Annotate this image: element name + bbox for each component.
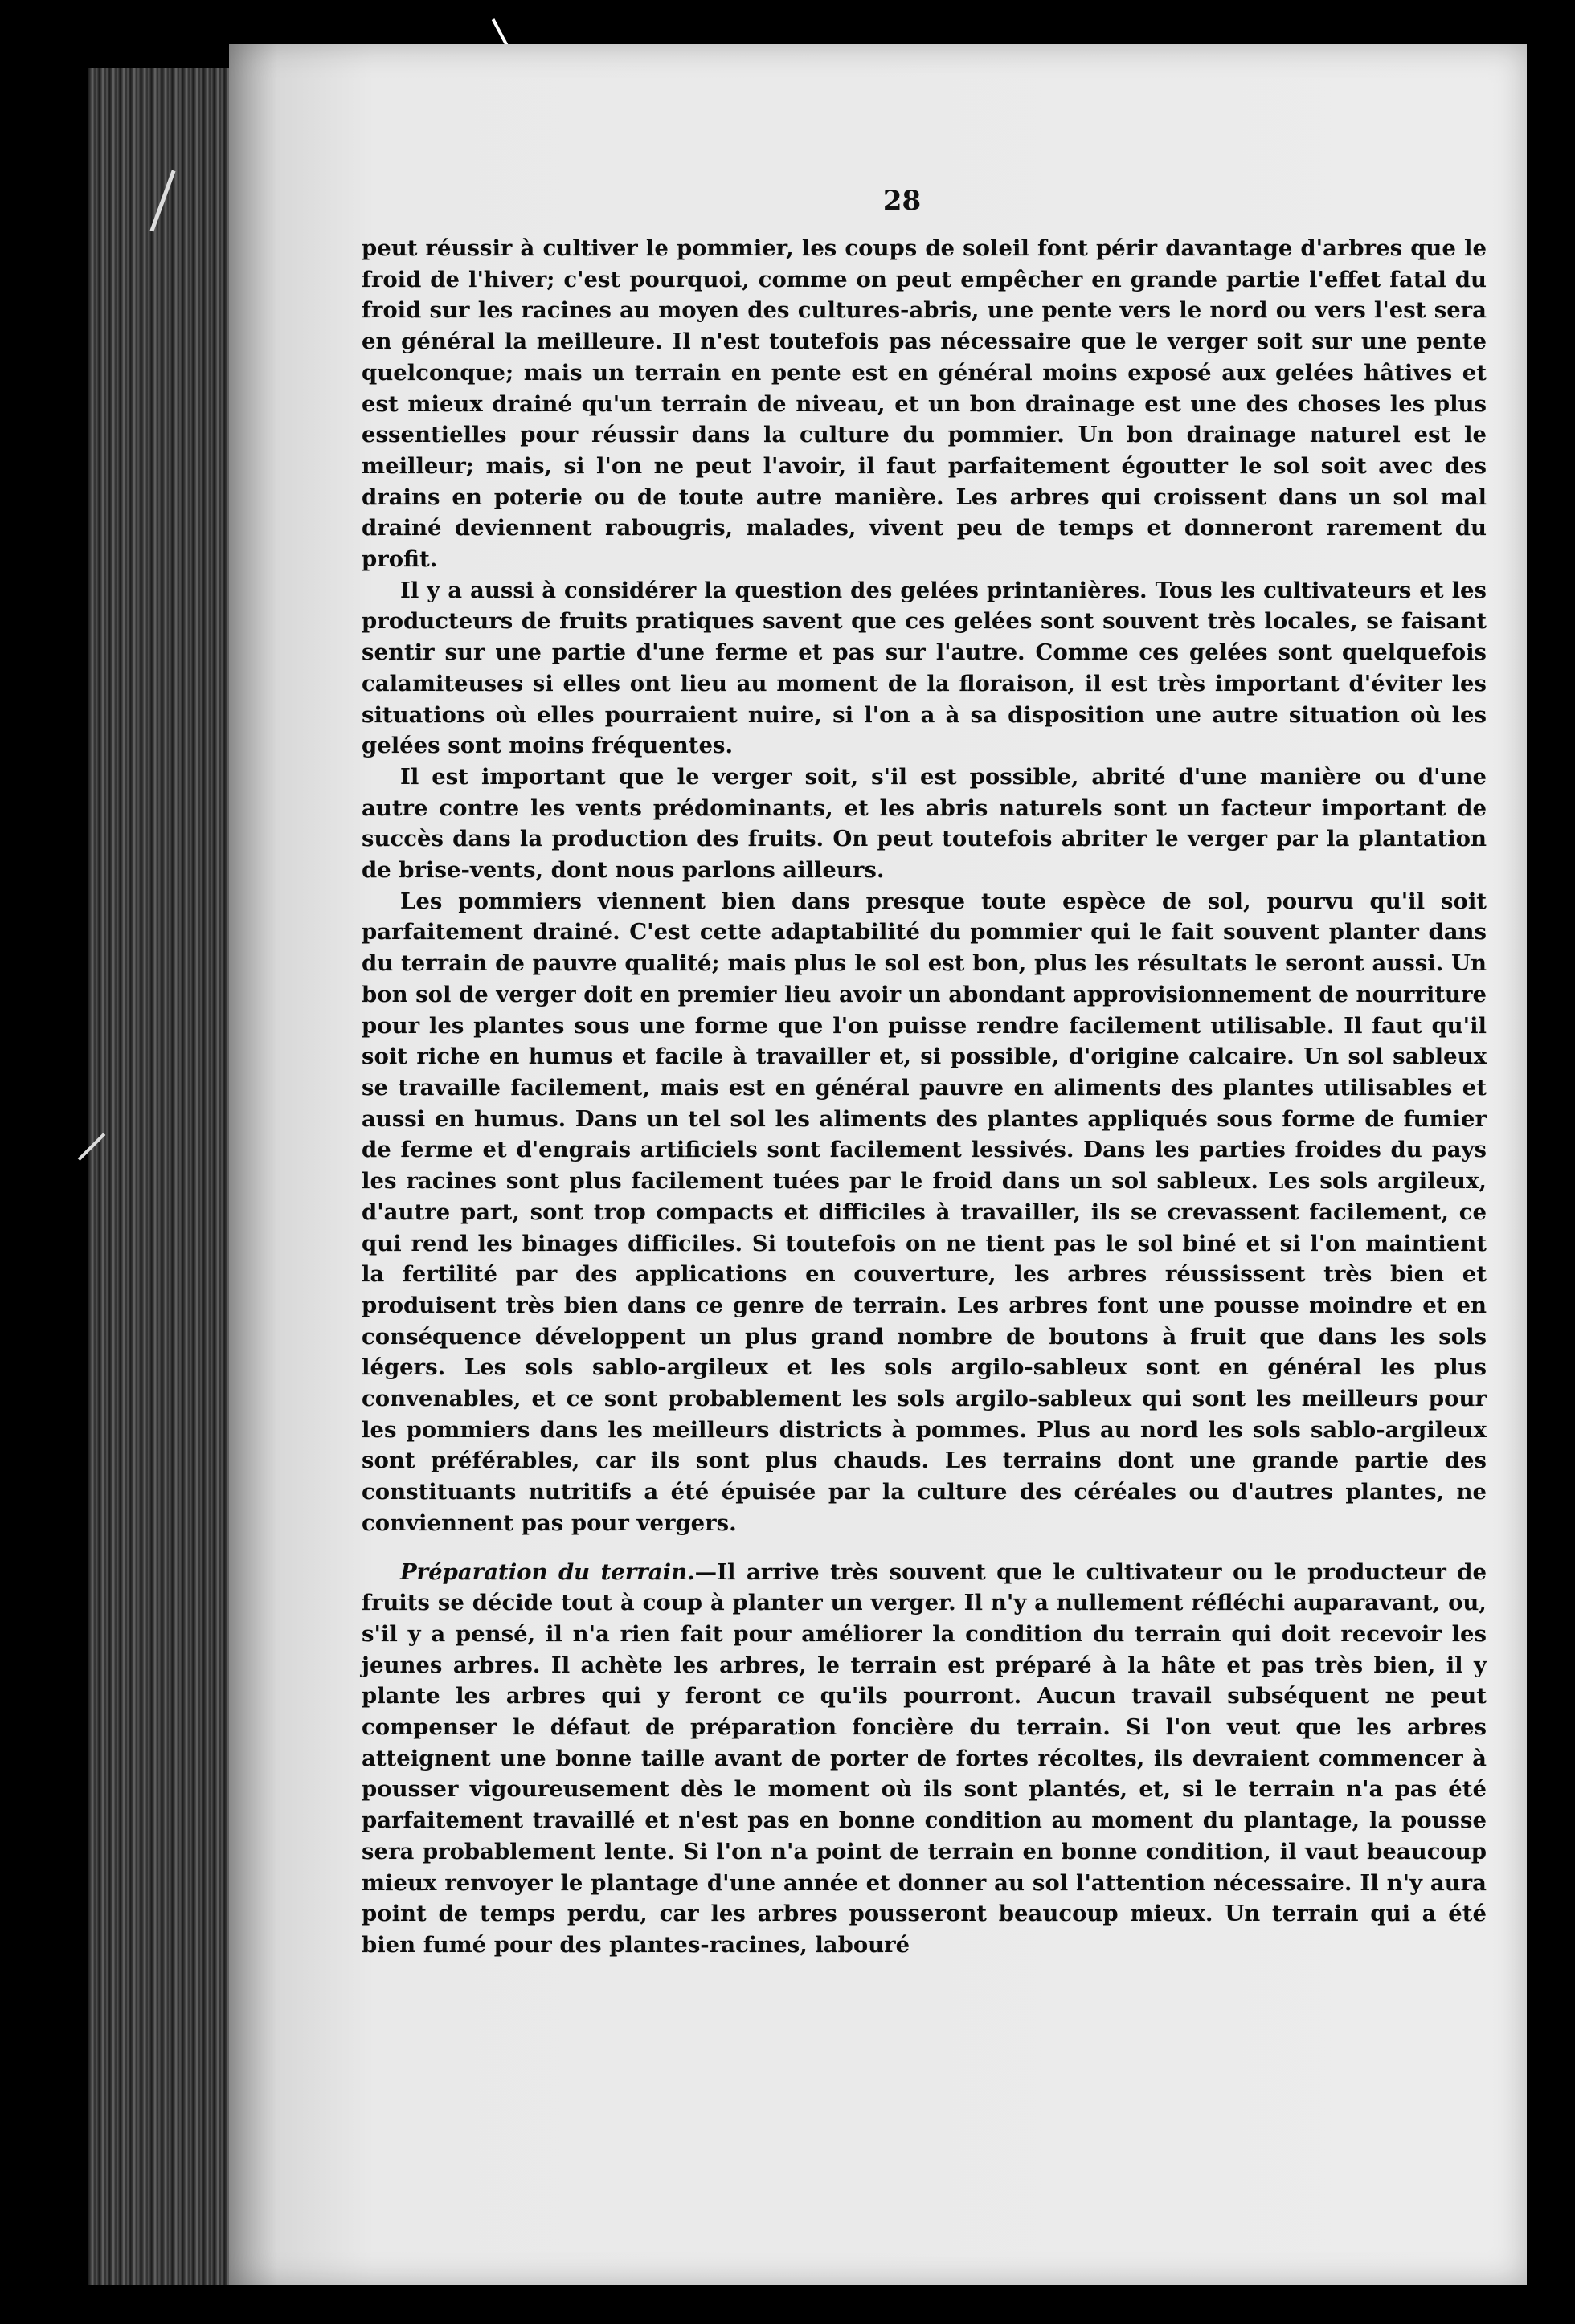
book-page xyxy=(229,44,1527,2285)
section-text: —Il arrive très souvent que le cultivateur ou le producteur de fruits se décide tout à coup à planter un verger. Il n'y a nullement réfléchi auparavant, ou, s'il y a pensé, il n'a rien fait pour améliorer la condition du terrain qui doit recevoir les jeunes arbres. Il achète les arbres, le terrain est préparé à la hâte et pas très bien, il y plante les arbres qui y feront ce qu'ils pourront. Aucun travail subséquent ne peut compenser le défaut de préparation foncière du terrain. Si l'on veut que les arbres atteignent une bonne taille avant de porter de fortes récoltes, ils devraient commencer à pousser vigoureusement dès le moment où ils sont plantés, et, si le terrain n'a pas été parfaitement travaillé et n'est pas en bonne condition au moment du plantage, la pousse sera probablement lente. Si l'on n'a point de terrain en bonne condition, il vaut beaucoup mieux renvoyer le plantage d'une année et donner au sol l'attention nécessaire. Il n'y aura point de temps perdu, car les arbres pousseront beaucoup mieux. Un terrain qui a été bien fumé pour des plantes-racines, labouré xyxy=(362,1558,1487,1958)
paragraph: Il est important que le verger soit, s'il est possible, abrité d'une manière ou d'une autre contre les vents prédominants, et les abris naturels sont un facteur important de succès dans la production des fruits. On peut toutefois abriter le verger par la plantation de brise-vents, dont nous parlons ailleurs. xyxy=(362,763,1487,884)
section-paragraph xyxy=(362,1557,1487,1961)
paragraph: Il y a aussi à considérer la question des gelées printanières. Tous les cultivateurs et les producteurs de fruits pratiques savent que ces gelées sont souvent très locales, se faisant sentir sur une partie d'une ferme et pas sur l'autre. Comme ces gelées sont quelquefois calamiteuses si elles ont lieu au moment de la floraison, il est très important d'éviter les situations où elles pourraient nuire, si l'on a à sa disposition une autre situation où les gelées sont moins fréquentes. xyxy=(362,577,1487,759)
paragraph: peut réussir à cultiver le pommier, les coups de soleil font périr davantage d'arbres que le froid de l'hiver; c'est pourquoi, comme on peut empêcher en grande partie l'effet fatal du froid sur les racines au moyen des cultures-abris, une pente vers le nord ou vers l'est sera en général la meilleure. Il n'est toutefois pas nécessaire que le verger soit sur une pente quelconque; mais un terrain en pente est en général moins exposé aux gelées hâtives et est mieux drainé qu'un terrain de niveau, et un bon drainage est une des choses les plus essentielles pour réussir dans la culture du pommier. Un bon drainage naturel est le meilleur; mais, si l'on ne peut l'avoir, il faut parfaitement égoutter le sol soit avec des drains en poterie ou de toute autre manière. Les arbres qui croissent dans un sol mal drainé deviennent rabougris, malades, vivent peu de temps et donneront rarement du profit. xyxy=(362,235,1487,573)
page-number: 28 xyxy=(882,185,922,217)
paragraph: Les pommiers viennent bien dans presque toute espèce de sol, pourvu qu'il soit parfaitement drainé. C'est cette adaptabilité du pommier qui le fait souvent planter dans du terrain de pauvre qualité; mais plus le sol est bon, plus les résultats le seront aussi. Un bon sol de verger doit en premier lieu avoir un abondant approvisionnement de nourriture pour les plantes sous une forme que l'on puisse rendre facilement utilisable. Il faut qu'il soit riche en humus et facile à travailler et, si possible, d'origine calcaire. Un sol sableux se travaille facilement, mais est en général pauvre en aliments des plantes utilisables et aussi en humus. Dans un tel sol les aliments des plantes appliqués sous forme de fumier de ferme et d'engrais artificiels sont facilement lessivés. Dans les parties froides du pays les racines sont plus facilement tuées par le froid dans un sol sableux. Les sols argileux, d'autre part, sont trop compacts et difficiles à travailler, ils se crevassent facilement, ce qui rend les binages difficiles. Si toutefois on ne tient pas le sol biné et si l'on maintient la fertilité par des applications en couverture, les arbres réussissent très bien et produisent très bien dans ce genre de terrain. Les arbres font une pousse moindre et en conséquence développent un plus grand nombre de boutons à fruit que dans les sols légers. Les sols sablo-argileux et les sols argilo-sableux sont en général les plus convenables, et ce sont probablement les sols argilo-sableux qui sont les meilleurs pour les pommiers dans les meilleurs districts à pommes. Plus au nord les sols sablo-argileux sont préférables, car ils sont plus chauds. Les terrains dont une grande partie des constituants nutritifs a été épuisée par la culture des céréales ou d'autres plantes, ne conviennent pas pour vergers. xyxy=(362,888,1487,1536)
section-title: Préparation du terrain. xyxy=(400,1558,695,1585)
page-text xyxy=(362,233,1487,1961)
